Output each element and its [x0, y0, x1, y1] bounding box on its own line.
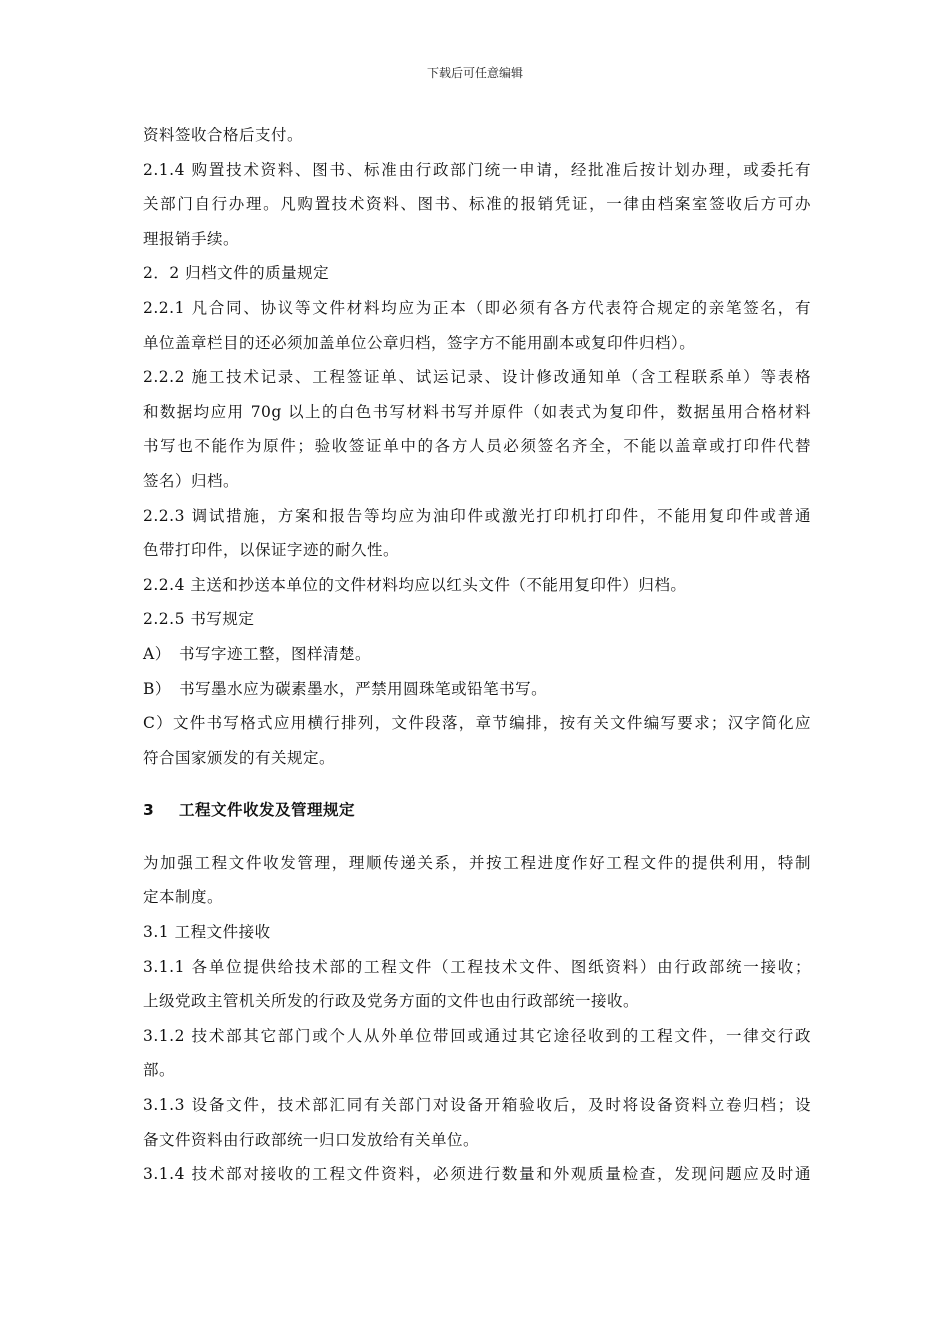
text-line: 理报销手续。	[143, 229, 240, 248]
section-title: 工程文件收发及管理规定	[179, 801, 356, 820]
text-line: 关部门自行办理。凡购置技术资料、图书、标准的报销凭证，一律由档案室签收后方可办	[143, 195, 811, 214]
text-line: 2.2.4 主送和抄送本单位的文件材料均应以红头文件（不能用复印件）归档。	[143, 575, 687, 594]
text-line: 上级党政主管机关所发的行政及党务方面的文件也由行政部统一接收。	[143, 992, 640, 1011]
text-line: 2.2.2 施工技术记录、工程签证单、试运记录、设计修改通知单（含工程联系单）等表格	[143, 368, 811, 387]
text-line: 3.1.4 技术部对接收的工程文件资料，必须进行数量和外观质量检查，发现问题应及时通	[143, 1165, 811, 1184]
body-text	[143, 118, 811, 1192]
section-number: 3	[143, 801, 155, 820]
text-line: 3.1.2 技术部其它部门或个人从外单位带回或通过其它途径收到的工程文件，一律交行政	[143, 1026, 811, 1045]
text-line: 3.1.1 各单位提供给技术部的工程文件（工程技术文件、图纸资料）由行政部统一接收；	[143, 957, 811, 976]
list-item: C）文件书写格式应用横行排列，文件段落，章节编排，按有关文件编写要求；汉字简化应	[143, 714, 811, 733]
text-line: 签名）归档。	[143, 471, 240, 490]
list-item: B） 书写墨水应为碳素墨水，严禁用圆珠笔或铅笔书写。	[143, 679, 548, 698]
text-line: 3.1.3 设备文件，技术部汇同有关部门对设备开箱验收后，及时将设备资料立卷归档；设	[143, 1096, 811, 1115]
text-line: 部。	[143, 1061, 176, 1080]
section-heading	[143, 793, 811, 828]
text-line: 单位盖章栏目的还必须加盖单位公章归档，签字方不能用副本或复印件归档）。	[143, 333, 696, 352]
text-line: 书写也不能作为原件；验收签证单中的各方人员必须签名齐全，不能以盖章或打印件代替	[143, 437, 811, 456]
text-line: 定本制度。	[143, 888, 224, 907]
text-line: 2.2.1 凡合同、协议等文件材料均应为正本（即必须有各方代表符合规定的亲笔签名，有	[143, 298, 811, 317]
text-line: 符合国家颁发的有关规定。	[143, 748, 336, 767]
text-line: 2.1.4 购置技术资料、图书、标准由行政部门统一申请，经批准后按计划办理，或委托有	[143, 160, 811, 179]
text-line: 2.2.3 调试措施，方案和报告等均应为油印件或激光打印机打印件，不能用复印件或普通	[143, 506, 811, 525]
text-line: 为加强工程文件收发管理，理顺传递关系，并按工程进度作好工程文件的提供利用，特制	[143, 853, 811, 872]
list-item: A） 书写字迹工整，图样清楚。	[143, 644, 371, 663]
text-line: 2.2.5 书写规定	[143, 610, 255, 629]
text-line: 资料签收合格后支付。	[143, 126, 304, 144]
text-line: 色带打印件，以保证字迹的耐久性。	[143, 541, 400, 560]
text-line: 和数据均应用 70g 以上的白色书写材料书写并原件（如表式为复印件，数据虽用合格材料	[143, 402, 811, 421]
subsection-heading: 2．2 归档文件的质量规定	[143, 264, 330, 283]
text-line: 备文件资料由行政部统一归口发放给有关单位。	[143, 1130, 480, 1149]
subsection-heading: 3.1 工程文件接收	[143, 923, 271, 942]
page-header: 下载后可任意编辑	[426, 66, 523, 80]
